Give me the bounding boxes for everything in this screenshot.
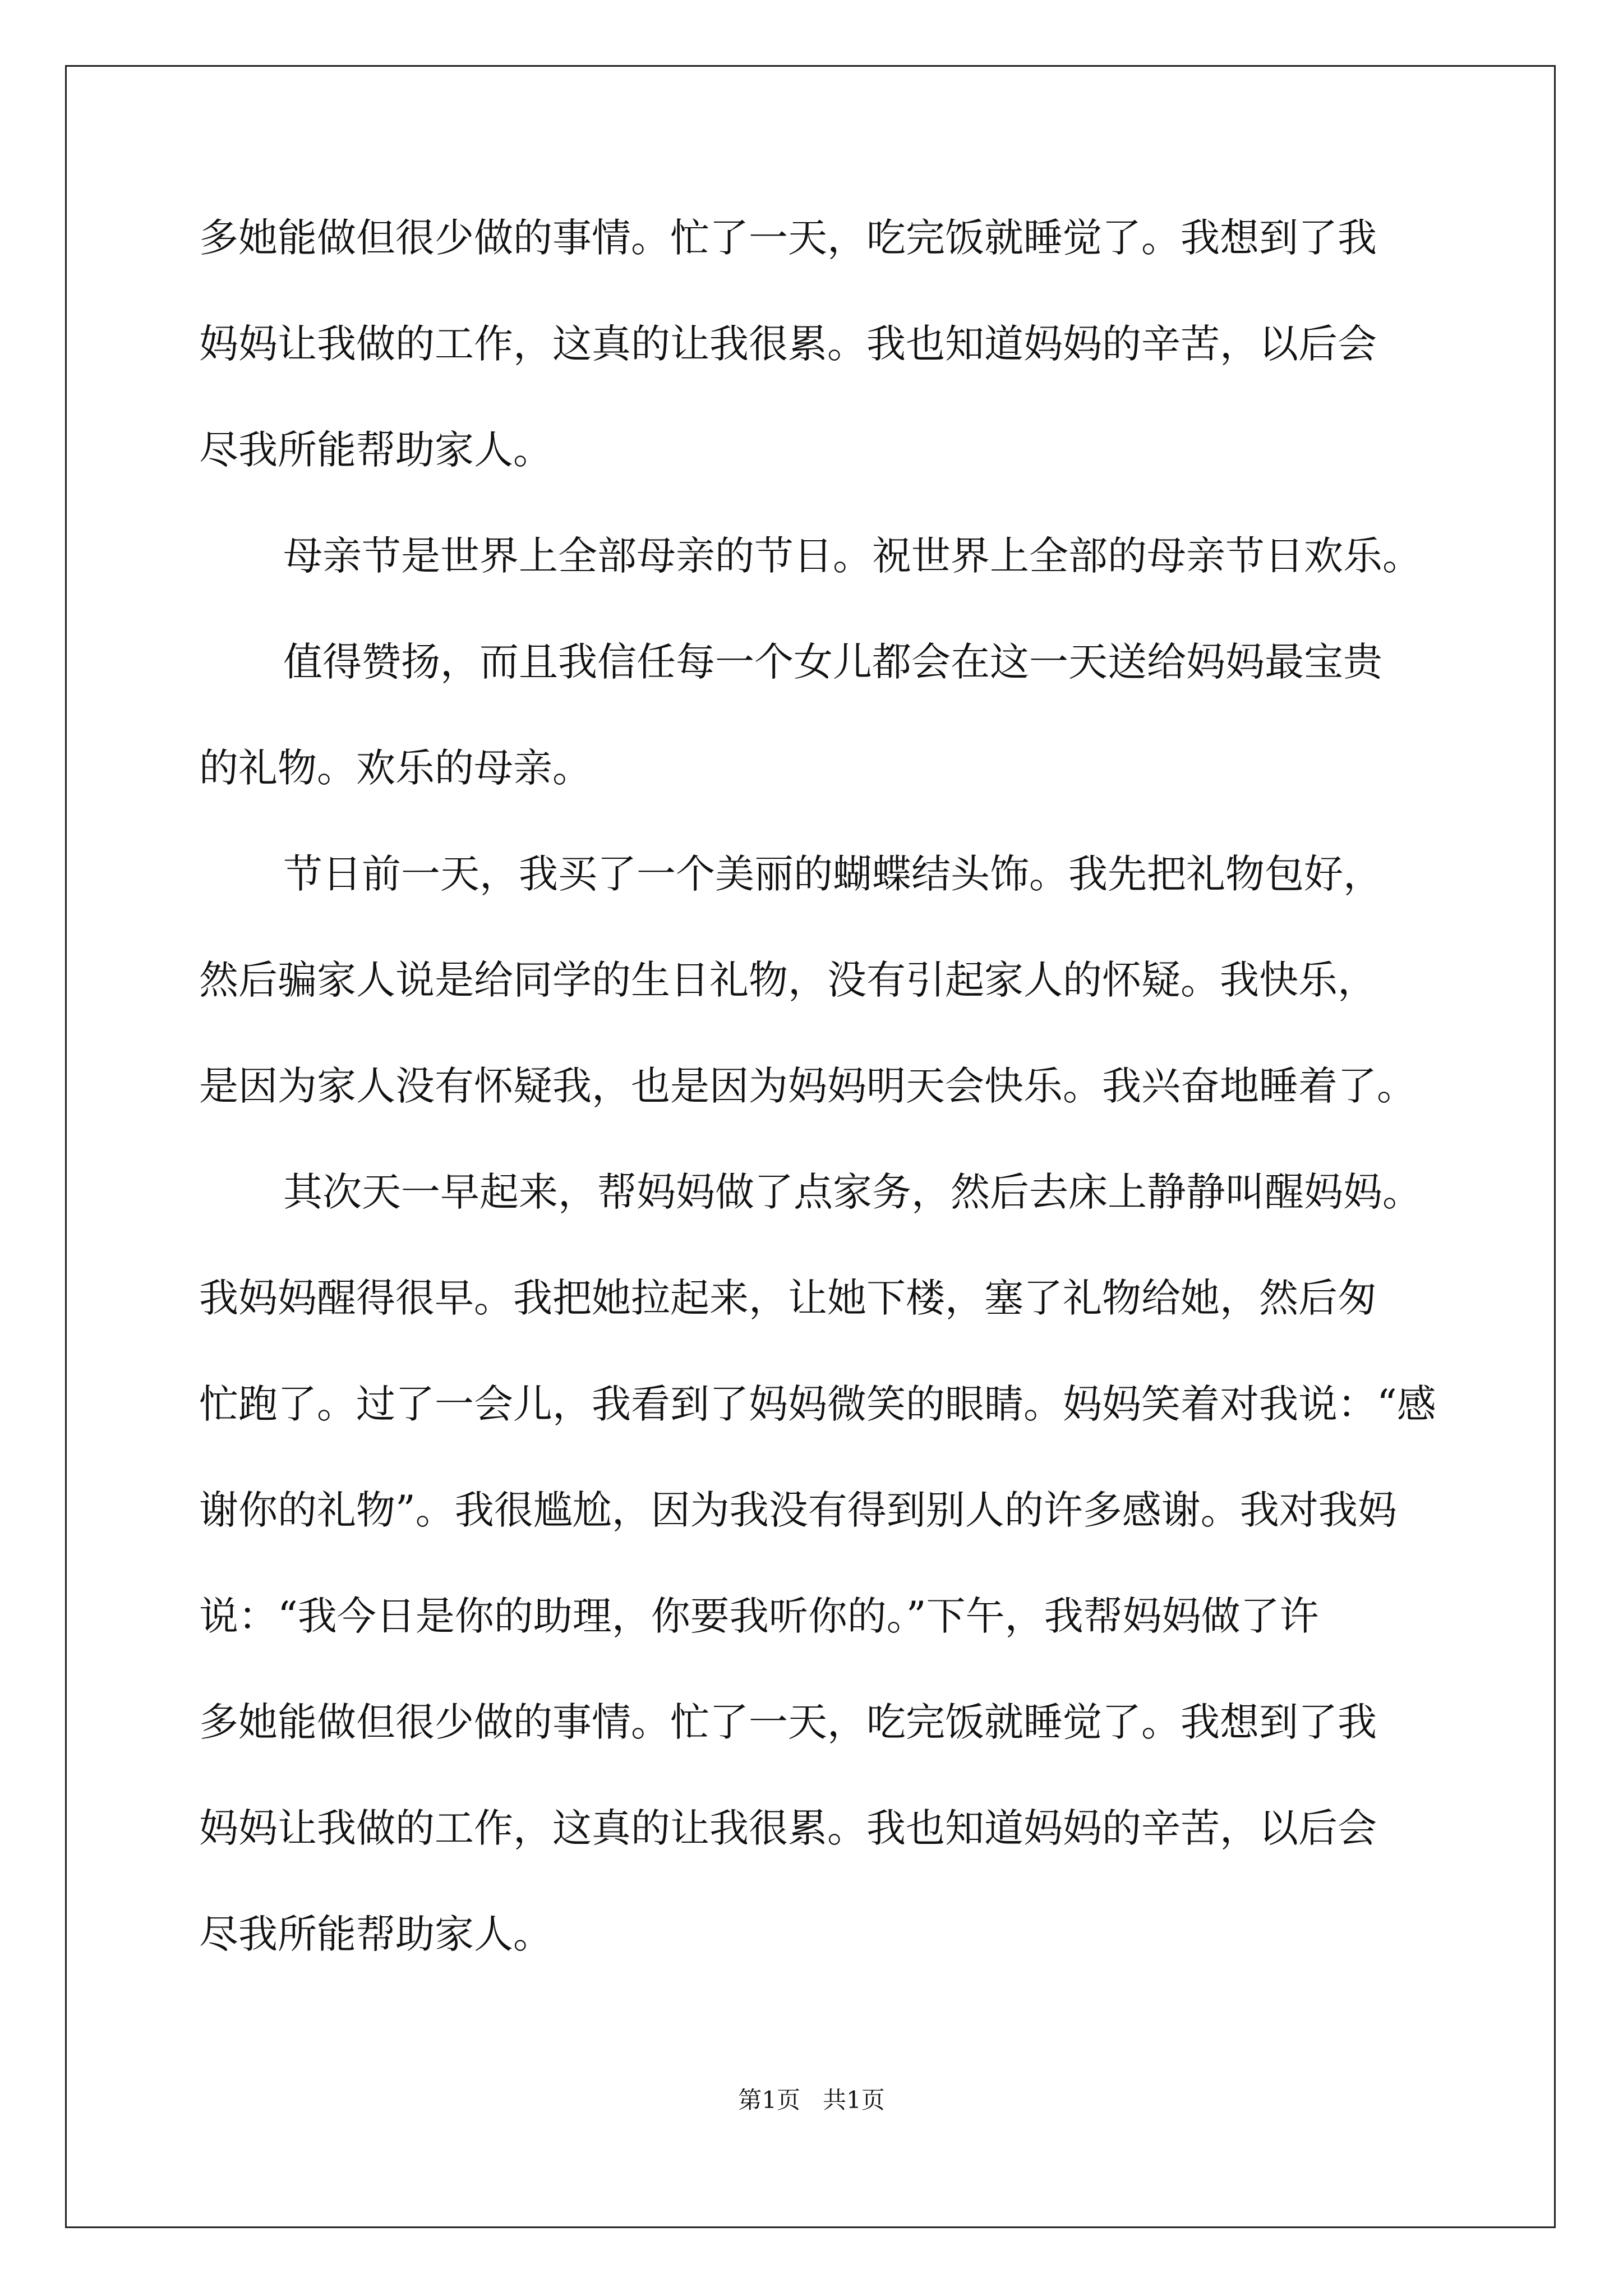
text-line: 我妈妈醒得很早。我把她拉起来，让她下楼，塞了礼物给她，然后匆 xyxy=(199,1275,1377,1321)
text-line: 值得赞扬，而且我信任每一个女儿都会在这一天送给妈妈最宝贵 xyxy=(283,639,1382,685)
text-line: 多她能做但很少做的事情。忙了一天，吃完饭就睡觉了。我想到了我 xyxy=(199,1699,1377,1745)
text-line: 尽我所能帮助家人。 xyxy=(199,1911,552,1957)
text-line: 然后骗家人说是给同学的生日礼物，没有引起家人的怀疑。我快乐， xyxy=(199,957,1377,1003)
text-line: 谢你的礼物”。我很尴尬，因为我没有得到别人的许多感谢。我对我妈 xyxy=(199,1487,1397,1533)
text-line: 妈妈让我做的工作，这真的让我很累。我也知道妈妈的辛苦，以后会 xyxy=(199,321,1377,367)
document-body xyxy=(199,211,1436,2014)
text-line: 母亲节是世界上全部母亲的节日。祝世界上全部的母亲节日欢乐。 xyxy=(283,533,1422,579)
text-line: 节日前一天，我买了一个美丽的蝴蝶结头饰。我先把礼物包好， xyxy=(283,851,1382,897)
text-line: 忙跑了。过了一会儿，我看到了妈妈微笑的眼睛。妈妈笑着对我说：“感 xyxy=(199,1381,1436,1427)
text-line: 妈妈让我做的工作，这真的让我很累。我也知道妈妈的辛苦，以后会 xyxy=(199,1805,1377,1851)
text-line: 多她能做但很少做的事情。忙了一天，吃完饭就睡觉了。我想到了我 xyxy=(199,215,1377,261)
text-line: 其次天一早起来，帮妈妈做了点家务，然后去床上静静叫醒妈妈。 xyxy=(283,1169,1422,1215)
text-line: 说：“我今日是你的助理，你要我听你的。”下午，我帮妈妈做了许 xyxy=(199,1593,1319,1639)
text-line: 的礼物。欢乐的母亲。 xyxy=(199,745,592,791)
text-line: 尽我所能帮助家人。 xyxy=(199,427,552,473)
page-number-footer: 第1页 共1页 xyxy=(738,2086,885,2114)
text-line: 是因为家人没有怀疑我，也是因为妈妈明天会快乐。我兴奋地睡着了。 xyxy=(199,1063,1416,1109)
